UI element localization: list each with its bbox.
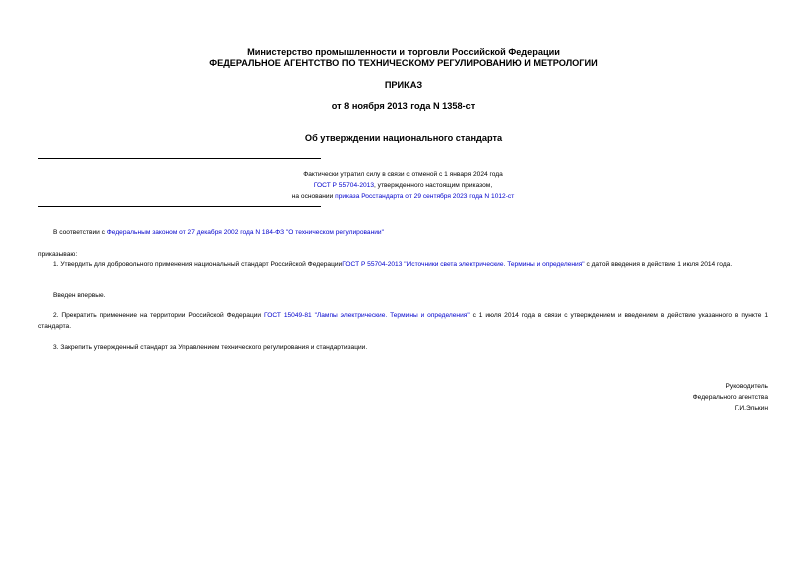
signature-position-1: Руководитель — [725, 383, 768, 390]
item-2-paragraph: 2. Прекратить применение на территории Российской Федерации ГОСТ 15049-81 "Лампы электрические. Термины и определения" с 1 июля 2014 года в связи с утверждением и введением в действие указанного в пункте 1 стандарта. — [38, 312, 768, 330]
validity-notice — [38, 169, 768, 202]
first-time-note: Введен впервые. — [53, 292, 106, 299]
rosstandart-order-link[interactable]: приказа Росстандарта от 29 сентября 2023 года N 1012-ст — [335, 193, 515, 200]
federal-law-link[interactable]: Федеральным законом от 27 декабря 2002 года N 184-ФЗ "О техническом регулировании" — [106, 229, 384, 236]
item-1-paragraph: 1. Утвердить для добровольного применения национальный стандарт Российской ФедерацииГОСТ Р 55704-2013 "Источники света электрические. Термины и определения" с датой введения в действие 1 июля 2014 года. — [53, 261, 733, 268]
gost-r-55704-link[interactable]: ГОСТ Р 55704-2013 — [313, 182, 374, 189]
document-type: ПРИКАЗ — [384, 80, 423, 90]
order-word: приказываю: — [38, 251, 78, 258]
notice-line-3: на основании приказа Росстандарта от 29 сентября 2023 года N 1012-ст — [291, 193, 515, 200]
ministry-heading: Министерство промышленности и торговли Российской Федерации — [247, 47, 560, 57]
document-subject: Об утверждении национального стандарта — [304, 133, 503, 143]
signature-position-2: Федерального агентства — [692, 394, 768, 401]
divider-top — [38, 158, 321, 159]
item-3-paragraph: 3. Закрепить утвержденный стандарт за Управлением технического регулирования и стандартизации. — [53, 344, 368, 351]
intro-paragraph: В соответствии с Федеральным законом от 27 декабря 2002 года N 184-ФЗ "О техническом регулировании" — [53, 229, 384, 236]
agency-heading: ФЕДЕРАЛЬНОЕ АГЕНТСТВО ПО ТЕХНИЧЕСКОМУ РЕГУЛИРОВАНИЮ И МЕТРОЛОГИИ — [209, 58, 598, 68]
gost-15049-link[interactable]: ГОСТ 15049-81 "Лампы электрические. Термины и определения" — [264, 312, 470, 319]
signature-block — [693, 381, 768, 414]
divider-bottom — [38, 206, 321, 207]
gost-r-55704-title-link[interactable]: ГОСТ Р 55704-2013 "Источники света электрические. Термины и определения" — [342, 261, 585, 268]
notice-line-1: Фактически утратил силу в связи с отменой с 1 января 2024 года — [303, 171, 503, 178]
signature-name: Г.И.Элькин — [734, 405, 768, 412]
document-date-number: от 8 ноября 2013 года N 1358-ст — [331, 101, 476, 111]
notice-line-2: ГОСТ Р 55704-2013, утвержденного настоящим приказом, — [313, 182, 493, 189]
